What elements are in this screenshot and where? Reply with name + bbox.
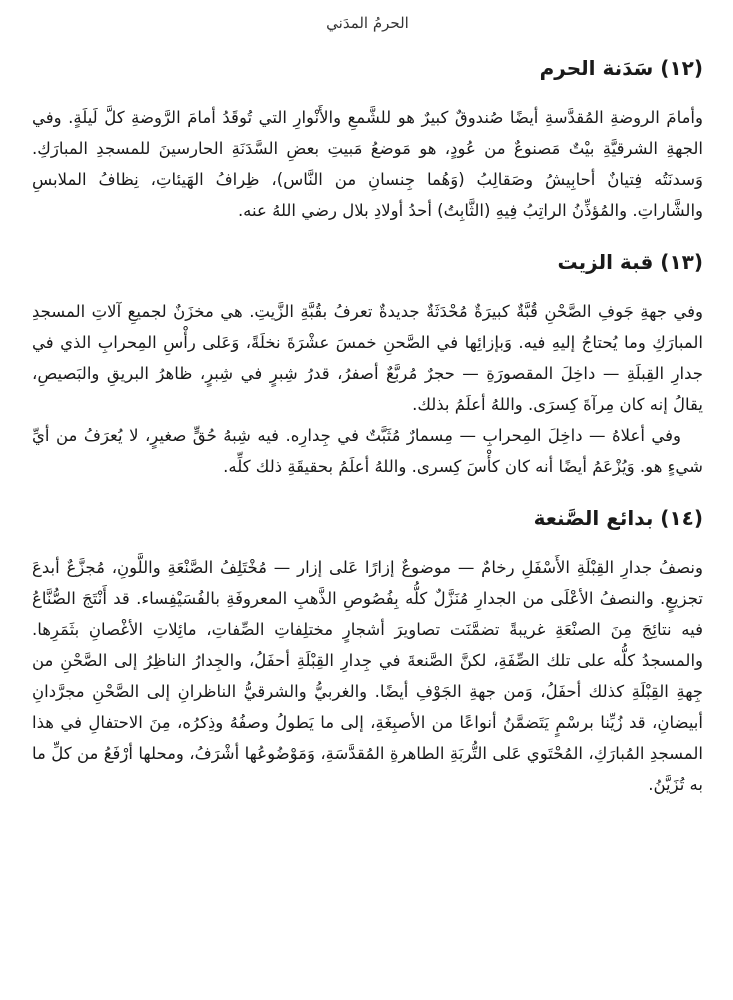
section-13 — [32, 248, 703, 482]
section-title: (١٤) بدائع الصَّنعة — [533, 506, 703, 530]
running-header: الحرمُ المدَني — [326, 14, 409, 32]
section-paragraph: وأمامَ الروضةِ المُقدَّسةِ أيضًا صُندوقٌ كبيرٌ هو للشَّمعِ والأَنْوارِ التي تُوقَدُ أمامَ الرَّوضةِ كلَّ لَيلَةٍ. وفي الجهةِ الشرقيَّةِ بيْتٌ مَصنوعٌ من عُودٍ، هو مَوضعُ مَبيتِ بعضِ السَّدَنَةِ الحارسينَ للمسجدِ المبارَكِ. وَسدنَتُه فِتيانٌ أحابِيشُ وصَقالِبُ (وَهُما جِنسانِ من النَّاس)، ظِرافُ الهَيئاتِ، نِظافُ الملابسِ والشَّاراتِ. والمُؤذِّنُ الراتِبُ فِيهِ (الثَّابِتُ) أحدُ أولادِ بلال رضي اللهُ عنه. — [32, 108, 703, 220]
section-paragraph: ونصفُ جدارِ القِبْلَةِ الأَسْفَلِ رخامٌ — موضوعٌ إزارًا عَلى إزار — مُخْتَلِفُ الصَّنْعَةِ واللَّونِ، مُجزَّعٌ أبدعَ تجزيعٍ. والنصفُ الأعْلَى من الجدارِ مُنَزَّلٌ كلُّه بِفُصُوصِ الذَّهبِ المعروفَةِ بالفُسَيْفِساء. قد أَنْتَجَ الصُّنَّاعُ فيه نتائِجَ مِنَ الصنْعَةِ غريبةً تضمَّنَت تصاويرَ أشجارٍ مختلِفاتِ الصِّفاتِ، مائِلاتِ الأغْصانِ بثَمَرِها. والمسجدُ كلُّه على تلك الصِّفَةِ، لكنَّ الصَّنعةَ في جِدارِ القِبْلَةِ أحفَلُ، والجِدارُ الناظِرُ إلى الصَّحْنِ من جِهةِ القِبْلَةِ كذلك أحفَلُ، وَمن جهةِ الجَوْفِ أيضًا. والغربيُّ والشرقيُّ الناظرانِ إلى الصَّحْنِ مجرَّدانِ أبيضانِ، قد زُيِّنا برسْمٍ يَتَضمَّنُ أنواعًا من الأصبِغَةِ، إلى ما يَطولُ وصفُهُ وذِكرُه، مِنَ الاحتفالِ في هذا المسجدِ المُبارَكِ، المُحْتَوي عَلى التُّربَةِ الطاهرةِ المُقدَّسَةِ، وَمَوْضُوعُها أشْرَفُ، ومحلها أرْفَعُ من كلِّ ما به تُزَيَّنُ. — [32, 558, 703, 794]
section-12 — [32, 54, 703, 226]
section-14 — [32, 504, 703, 800]
section-paragraph: وفي جهةِ جَوفِ الصَّحْنِ قُبَّةٌ كبيرَةٌ مُحْدَثَةٌ جديدةٌ تعرفُ بقُبَّةِ الزَّيتِ. هي مخزَنٌ لجميعِ آلاتِ المسجدِ المبارَكِ وما يُحتاجُ إليهِ فيه. وَبإزائِها في الصَّحنِ خمسَ عشْرَةَ نخلَةً، وَعَلى رأْسِ المِحرابِ الذي في جدارِ القِبلَةِ — داخِلَ المقصورَةِ — حجرٌ مُربَّعٌ أصفرُ، قدرُ شِبرٍ في شِبرٍ، ظاهرُ البريقِ والبَصيصِ، يقالُ إنه كان مِرآةَ كِسرَى. واللهُ أعلَمُ بذلك. — [32, 302, 703, 414]
section-paragraph: وفي أعلاهُ — داخِلَ المِحرابِ — مِسمارٌ مُثَبَّتٌ في جِدارِه. فيه شِبهُ حُقٍّ صغيرٍ، لا يُعرَفُ من أيِّ شيءٍ هو. وَيُزْعَمُ أيضًا أنه كان كأْسَ كِسرى. واللهُ أعلَمُ بحقيقَةِ ذلك كلِّه. — [32, 426, 703, 476]
section-title: (١٢) سَدَنة الحرم — [539, 56, 703, 80]
section-title: (١٣) قبة الزيت — [557, 250, 703, 274]
